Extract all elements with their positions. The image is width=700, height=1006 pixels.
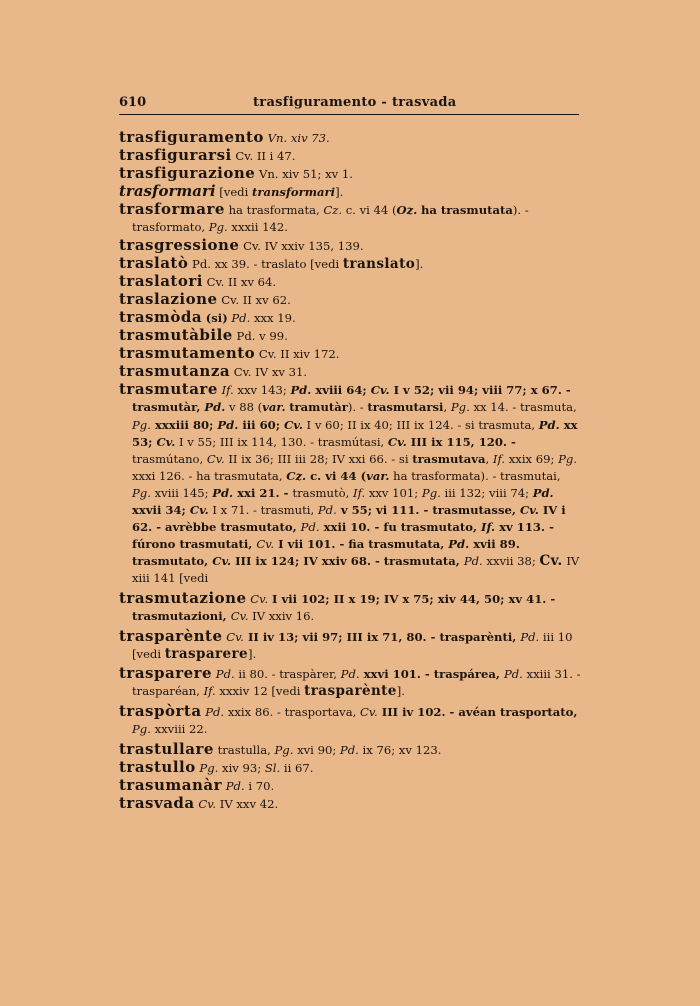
entry-text: iii 132; viii 74; [440,485,533,500]
headword: trasfigurazione [119,164,256,183]
headword: trasfigurarsi [119,146,232,165]
work-abbr: Cv. [189,502,209,517]
work-abbr: Cv. [250,591,269,606]
work-abbr: Pd. [290,383,312,398]
headword: traslatò [119,253,189,272]
headword: trasmutanza [119,362,231,381]
entry-text: xxv 101; [365,485,422,500]
entry-text: ). - trasformato, [132,203,529,235]
entry-trasgressione [119,237,581,255]
entry-text: xviii 145; [150,485,213,500]
entry-text: xxii 10. - fu trasmutato, [319,520,482,535]
entry-text: ). - trasmutai, [480,468,561,483]
work-abbr: Cv. [284,417,303,432]
variant-form: tramutàr [289,400,348,415]
work-abbr: Cv. [206,451,225,466]
entry-text: I v 60; II ix 40; III ix 124. - si trasmuta, [302,417,539,432]
work-abbr: If. [203,684,216,699]
entry-text: xxiii 31. - trasparéan, [132,667,581,699]
entry-text: c. vi 44 ( [342,203,397,218]
entry-trasmutamento [119,345,581,363]
entry-text: IV i 62. - avrèbbe trasmutato, [132,502,566,535]
work-abbr: If. [481,520,496,535]
work-abbr: Cz. [286,468,307,483]
entry-text: xxviii 22. [150,722,208,737]
entry-text: xiv 93; [218,760,265,775]
headword: trasvada [119,793,195,812]
headword: traslazione [119,289,218,308]
entry-text: trasmutava [412,451,486,466]
headword: trasumanàr [119,775,223,794]
entry-text: III iv 102. - avéan trasportato, [377,705,578,719]
work-abbr: Pd. [212,485,234,500]
work-abbr: Cz. [323,203,343,218]
entry-text: xxxiv 12 [vedi [215,684,305,699]
entry-text: xxvii 38; [482,554,540,569]
entry-text: IV xiii 141 [vedi [132,554,580,586]
entry-text: Cv. II i 47. [235,149,296,164]
entry-text: xxix 86. - trasportava, [224,705,360,719]
work-abbr: Pg. [132,722,151,737]
work-abbr: Pd. [204,400,226,415]
headword: trasformari [119,182,216,201]
headword: trasmutazione [119,588,247,607]
entry-text: trasmutarsi [367,400,444,415]
entry-traslato [119,255,581,273]
entry-text: III ix 115, 120. - [406,434,516,449]
work-abbr: Sl. [264,760,281,775]
headword: trastullo [119,757,196,776]
entry-text: xxxiii 80; [150,417,218,432]
work-abbr: Cv. [360,705,378,719]
work-abbr: Pd. [520,629,540,644]
entry-text: ha trasformata [393,468,481,483]
entry-text: ii 80. - traspàrer, [234,667,341,682]
entry-trasparere [119,665,581,700]
work-abbr: If. [353,485,366,500]
work-abbr: Pd. [317,502,337,517]
work-abbr: Pd. [463,554,483,569]
entry-text: v 55; vi 111. - trasmutasse, [336,502,520,517]
entry-text: ]. [335,185,344,200]
entry-text: xviii 64; [311,383,371,398]
cross-reference: translato [342,255,416,272]
entry-text: xxix 69; [505,451,559,466]
headword: trasparènte [119,626,223,645]
work-abbr: Pd. [300,520,320,535]
entry-text: Cv. II xiv 172. [258,347,340,362]
work-abbr: Pd. [448,537,470,552]
work-abbr: Pd. [231,310,251,325]
running-header [119,92,579,115]
work-abbr: Cv. [198,796,217,811]
entry-trasmutare [119,381,581,587]
entry-text: III ix 124; IV xxiv 68. - trasmutata, [231,554,464,569]
entry-trasfigurarsi [119,147,581,165]
entry-text: xvii 89. trasmutato, [132,537,520,569]
work-abbr: If. [492,451,506,466]
entry-text: I vii 101. - fia trasmutata, [274,537,449,552]
entry-text: II iv 13; vii 97; III ix 71, 80. - trasparènti, [243,629,521,644]
entry-text: ]. [248,646,257,661]
cross-reference: transformari [252,185,336,200]
work-abbr: Pg. [132,417,151,432]
work-abbr: Pd. [538,417,560,432]
work-abbr: Pd. [215,667,235,682]
entry-traslatori [119,273,581,291]
headword: trasfiguramento [119,128,264,146]
entry-trastullo [119,759,581,777]
entry-text: ix 76; xv 123. [358,742,442,757]
entry-text: xxvi 101. - traspárea, [359,667,504,682]
work-abbr: Cv. [519,502,539,517]
entry-trasmutanza [119,363,581,381]
work-abbr: Pd. [217,417,239,432]
entry-text: Cv. II xv 62. [221,292,291,307]
entry-text: II ix 36; III iii 28; IV xxi 66. - si [224,451,413,466]
entry-text: I vii 102; II x 19; IV x 75; xiv 44, 50; xv 41. - trasmutazioni, [132,591,556,624]
work-abbr: Pg. [274,742,294,757]
headword: traspòrta [119,702,202,720]
headword: trasgressione [119,235,240,254]
entry-text: Vn. xiv 73. [267,131,330,145]
headword: trasmutare [119,380,218,399]
entry-text: c. vi 44 ( [306,468,367,483]
work-abbr: Cv. [212,554,232,569]
entry-text: , [345,485,354,500]
work-abbr: Cv. [370,383,390,398]
work-abbr: Pg. [132,485,151,500]
headword: trasmòda [119,307,203,326]
entry-list [119,129,581,813]
work-abbr: Pd. [205,705,225,719]
entry-text: xvi 90; [293,742,340,757]
cross-reference: Cv. [539,553,563,570]
entry-text: xxxi 126. - ha trasmutata, [132,468,287,483]
entry-text: Pd. v 99. [236,329,288,344]
entry-traslazione [119,291,581,309]
work-abbr: Pd. [503,667,523,682]
entry-text: I x 71. - trasmuti, [208,502,318,517]
entry-trasmutabile [119,327,581,345]
entry-text: , [199,451,207,466]
entry-text: , [443,400,451,415]
work-abbr: Cv. [230,609,249,624]
entry-text: ]. [415,256,424,271]
variant-form: ha trasmutata [420,203,513,218]
entry-trasvada [119,795,581,813]
entry-text: IV xxiv 16. [248,609,315,624]
cross-reference: trasparènte [304,683,397,700]
work-abbr: If. [221,383,234,398]
entry-text: trastulla, [217,742,275,757]
work-abbr: Pd. [532,485,554,500]
running-title: trasfiguramento - trasvada [253,95,457,110]
headword: trasmutàbile [119,326,233,345]
entry-text: [vedi [219,185,252,200]
entry-text: trasmutò [292,485,346,500]
entry-text: xxxii 142. [227,220,288,235]
entry-text: I v 55; III ix 114, 130. - trasmútasi, [175,434,388,449]
entry-text: IV xxv 42. [216,796,279,811]
work-abbr: Cv. [156,434,176,449]
entry-text: trasmútano [132,451,200,466]
entry-trasmoda [119,309,581,327]
entry-trastullare [119,741,581,759]
work-abbr: Pg. [208,220,228,235]
entry-text: Cv. II xv 64. [206,274,277,289]
headword: traslatori [119,271,203,290]
entry-text: iii 10 [vedi [132,629,573,661]
entry-text: iii 60; [238,417,285,432]
entry-text: ). - [347,400,368,415]
work-abbr: Cv. [226,629,244,644]
page-number: 610 [119,95,147,110]
work-abbr: Cv. [256,537,275,552]
entry-text: Vn. xiv 51; xv 1. [259,167,353,182]
entry-text: , [485,451,493,466]
entry-text: ii 67. [280,760,314,775]
entry-trasfigurazione [119,165,581,183]
entry-trasfiguramento [119,129,581,147]
work-abbr: Cv. [387,434,407,449]
work-abbr: Pg. [199,760,219,775]
work-abbr: Pg. [421,485,441,500]
headword: trasmutamento [119,344,256,363]
reflexive-marker: (si) [205,310,228,325]
entry-trasporta [119,703,581,738]
entry-text: xxx 19. [250,310,296,325]
work-abbr: Pd. [339,742,359,757]
entry-trasformari [119,183,581,201]
cross-reference: trasparere [164,645,249,662]
entry-text: xxv 143; [233,383,291,398]
entry-text: I v 52; vii 94; viii 77; x 67. - trasmutàr, [132,383,571,415]
entry-text: v 88 ( [225,400,263,415]
entry-trasmutazione [119,590,581,625]
headword: trasparere [119,664,213,683]
work-abbr: Oz. [396,203,418,218]
variant-abbr: var. [262,400,286,415]
entry-text: xxvii 34; [132,502,190,517]
headword: trastullare [119,739,214,758]
entry-text: i 70. [244,778,275,793]
entry-trasumanar [119,777,581,795]
work-abbr: Pg. [558,451,578,466]
entry-text: xx 53; [132,417,578,449]
work-abbr: Pg. [450,400,470,415]
entry-text: xxi 21. - [233,485,293,500]
entry-trasformare [119,201,581,236]
variant-abbr: var. [366,468,390,483]
entry-text: xx 14. - trasmuta, [469,400,577,415]
entry-text: Pd. xx 39. - traslato [vedi [192,256,343,271]
entry-text: ha trasformata, [228,203,324,218]
entry-text: Cv. IV xv 31. [233,365,308,380]
entry-text: ]. [396,684,405,699]
entry-trasparente [119,628,581,663]
work-abbr: Pd. [225,778,245,793]
entry-text: xv 113. - fúrono trasmutati, [132,520,554,552]
work-abbr: Pd. [340,667,360,682]
headword: trasformare [119,200,225,219]
entry-text: Cv. IV xxiv 135, 139. [243,238,364,253]
